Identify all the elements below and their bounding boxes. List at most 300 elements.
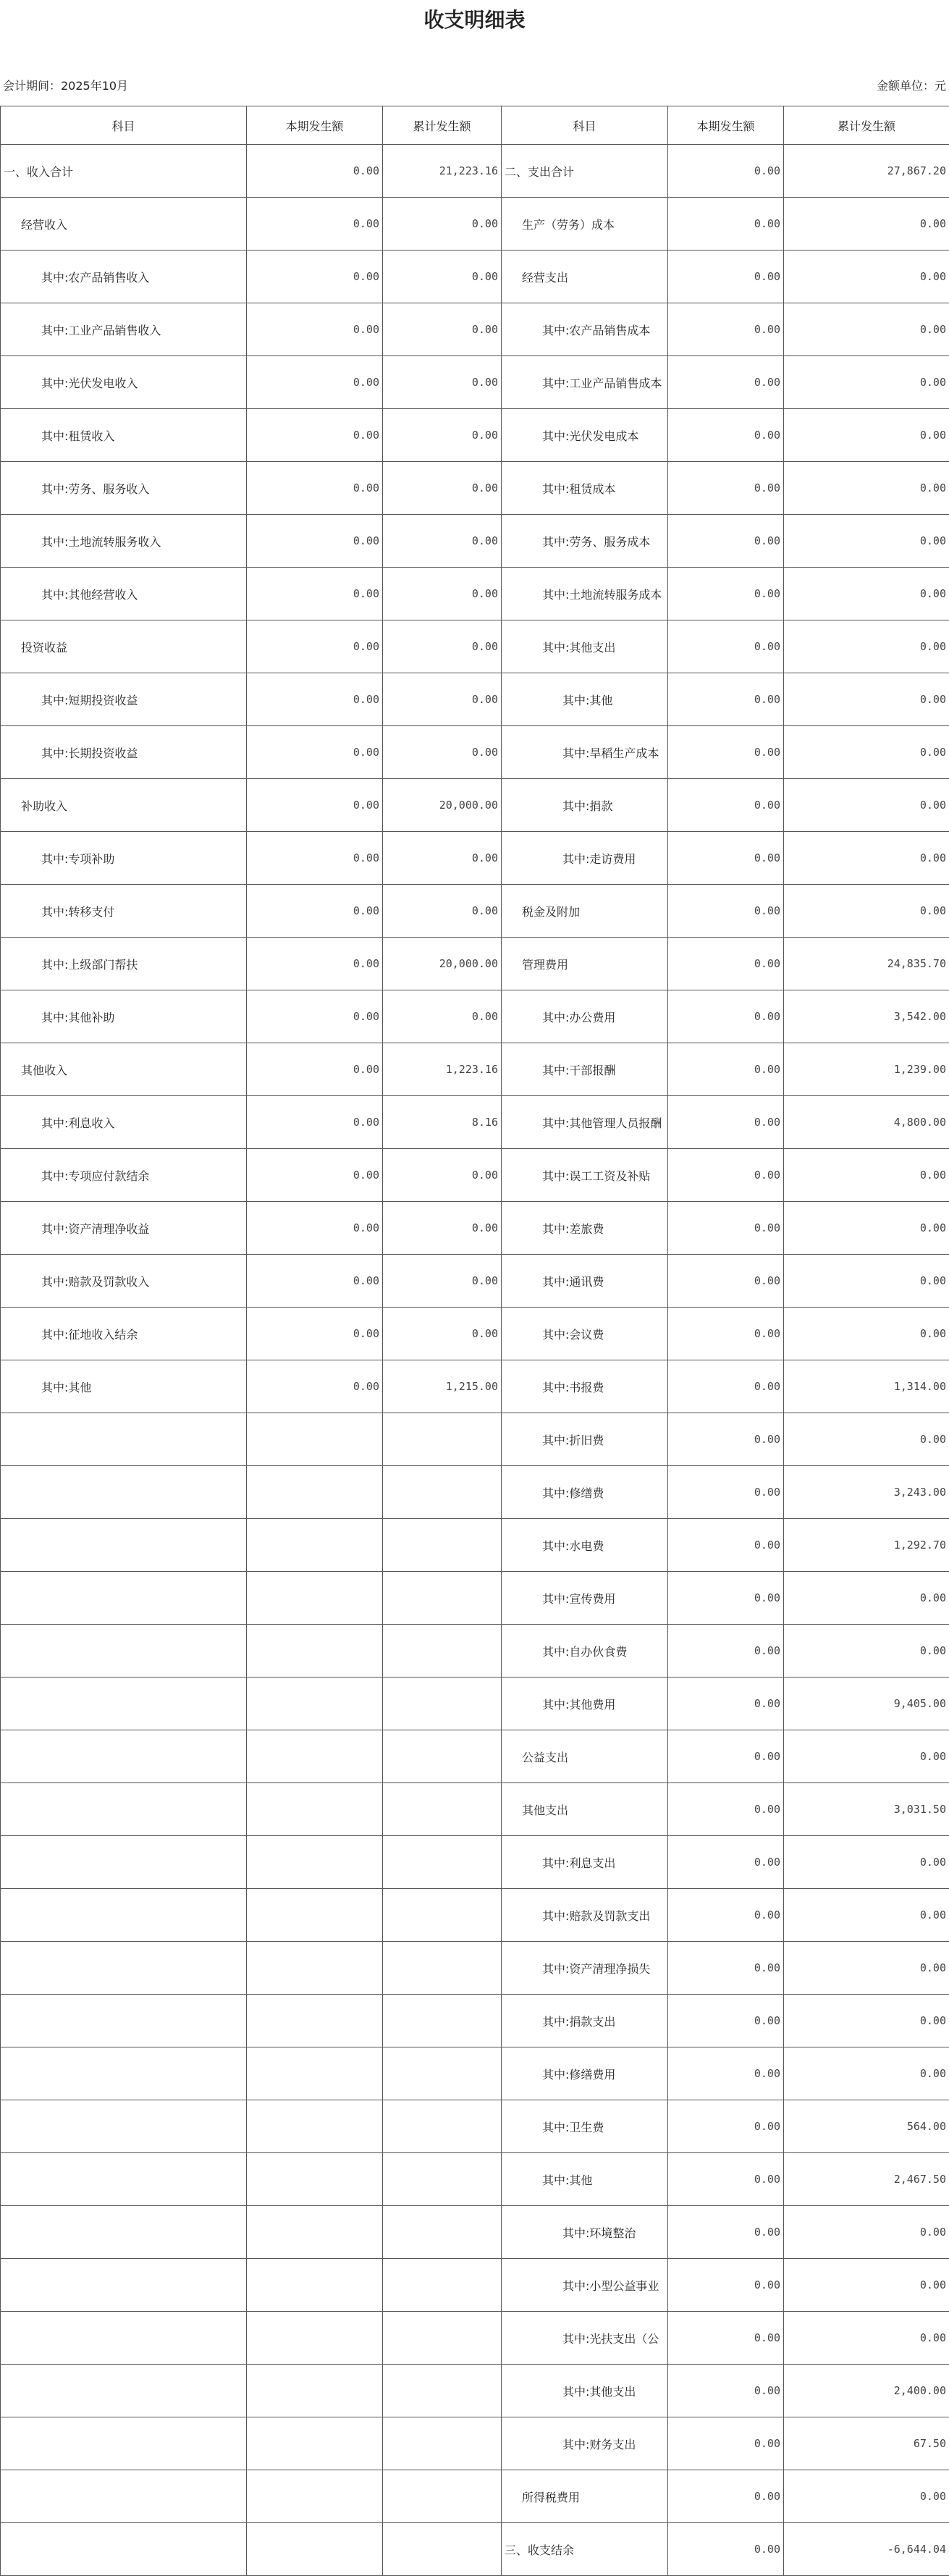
right-cumulative-cell: 3,031.50 xyxy=(784,1783,949,1836)
table-row xyxy=(1,1043,949,1096)
left-cumulative-cell: 8.16 xyxy=(383,1096,502,1149)
right-cumulative-cell: 0.00 xyxy=(784,1572,949,1625)
right-cumulative-cell: 67.50 xyxy=(784,2417,949,2470)
table-row xyxy=(1,1519,949,1572)
right-subject-cell: 其中:其他管理人员报酬 xyxy=(502,1096,668,1149)
left-cumulative-cell: 0.00 xyxy=(383,515,502,568)
table-row xyxy=(1,1995,949,2047)
table-row xyxy=(1,990,949,1043)
right-current-cell: 0.00 xyxy=(668,251,784,303)
left-empty-cell xyxy=(247,1625,383,1678)
left-cumulative-cell: 0.00 xyxy=(383,409,502,462)
table-row xyxy=(1,462,949,515)
table-row xyxy=(1,1942,949,1995)
left-empty-cell xyxy=(383,2206,502,2259)
left-current-cell: 0.00 xyxy=(247,356,383,409)
header-current-left: 本期发生额 xyxy=(247,106,383,145)
right-cumulative-cell: 0.00 xyxy=(784,1202,949,1255)
left-empty-cell xyxy=(1,2047,247,2100)
table-row xyxy=(1,1413,949,1466)
right-subject-cell: 其中:旱稻生产成本 xyxy=(502,726,668,779)
left-empty-cell xyxy=(247,1678,383,1730)
right-subject-cell: 二、支出合计 xyxy=(502,145,668,198)
left-cumulative-cell: 1,215.00 xyxy=(383,1360,502,1413)
table-row xyxy=(1,145,949,198)
left-empty-cell xyxy=(1,1783,247,1836)
right-current-cell: 0.00 xyxy=(668,2100,784,2153)
right-cumulative-cell: 0.00 xyxy=(784,726,949,779)
right-current-cell: 0.00 xyxy=(668,1783,784,1836)
left-cumulative-cell: 20,000.00 xyxy=(383,938,502,990)
left-empty-cell xyxy=(1,1995,247,2047)
right-current-cell: 0.00 xyxy=(668,779,784,832)
left-subject-cell: 其中:利息收入 xyxy=(1,1096,247,1149)
left-subject-cell: 其中:劳务、服务收入 xyxy=(1,462,247,515)
left-current-cell: 0.00 xyxy=(247,515,383,568)
right-current-cell: 0.00 xyxy=(668,1519,784,1572)
right-cumulative-cell: 564.00 xyxy=(784,2100,949,2153)
left-empty-cell xyxy=(1,2206,247,2259)
right-subject-cell: 其中:其他支出 xyxy=(502,620,668,673)
left-empty-cell xyxy=(1,1730,247,1783)
right-subject-cell: 其中:光伏发电成本 xyxy=(502,409,668,462)
right-subject-cell: 其中:其他费用 xyxy=(502,1678,668,1730)
left-subject-cell: 其中:光伏发电收入 xyxy=(1,356,247,409)
left-cumulative-cell: 0.00 xyxy=(383,251,502,303)
left-empty-cell xyxy=(247,2523,383,2576)
right-current-cell: 0.00 xyxy=(668,1572,784,1625)
left-empty-cell xyxy=(383,1836,502,1889)
right-current-cell: 0.00 xyxy=(668,198,784,251)
right-current-cell: 0.00 xyxy=(668,145,784,198)
right-subject-cell: 生产（劳务）成本 xyxy=(502,198,668,251)
left-current-cell: 0.00 xyxy=(247,726,383,779)
right-cumulative-cell: 0.00 xyxy=(784,409,949,462)
table-row xyxy=(1,303,949,356)
right-cumulative-cell: 0.00 xyxy=(784,2312,949,2365)
right-cumulative-cell: 0.00 xyxy=(784,2470,949,2523)
right-current-cell: 0.00 xyxy=(668,938,784,990)
left-subject-cell: 其中:租赁收入 xyxy=(1,409,247,462)
right-subject-cell: 其中:走访费用 xyxy=(502,832,668,885)
left-empty-cell xyxy=(1,2153,247,2206)
right-current-cell: 0.00 xyxy=(668,2523,784,2576)
right-cumulative-cell: 0.00 xyxy=(784,462,949,515)
right-subject-cell: 其中:其他支出 xyxy=(502,2365,668,2417)
left-cumulative-cell: 1,223.16 xyxy=(383,1043,502,1096)
left-cumulative-cell: 0.00 xyxy=(383,832,502,885)
left-empty-cell xyxy=(1,1572,247,1625)
table-row xyxy=(1,620,949,673)
right-subject-cell: 其中:捐款支出 xyxy=(502,1995,668,2047)
right-cumulative-cell: 0.00 xyxy=(784,1625,949,1678)
right-cumulative-cell: 2,467.50 xyxy=(784,2153,949,2206)
table-header-row xyxy=(1,106,949,145)
right-cumulative-cell: 0.00 xyxy=(784,673,949,726)
left-current-cell: 0.00 xyxy=(247,1255,383,1308)
right-subject-cell: 三、收支结余 xyxy=(502,2523,668,2576)
left-cumulative-cell: 0.00 xyxy=(383,620,502,673)
right-current-cell: 0.00 xyxy=(668,832,784,885)
table-row xyxy=(1,779,949,832)
right-subject-cell: 其中:办公费用 xyxy=(502,990,668,1043)
left-empty-cell xyxy=(383,1995,502,2047)
right-current-cell: 0.00 xyxy=(668,2312,784,2365)
right-subject-cell: 其中:其他 xyxy=(502,2153,668,2206)
right-cumulative-cell: 0.00 xyxy=(784,2047,949,2100)
left-empty-cell xyxy=(1,2259,247,2312)
right-subject-cell: 其中:利息支出 xyxy=(502,1836,668,1889)
right-subject-cell: 其中:资产清理净损失 xyxy=(502,1942,668,1995)
right-cumulative-cell: 0.00 xyxy=(784,832,949,885)
right-current-cell: 0.00 xyxy=(668,2365,784,2417)
right-subject-cell: 税金及附加 xyxy=(502,885,668,938)
header-cumulative-right: 累计发生额 xyxy=(784,106,949,145)
table-row xyxy=(1,2417,949,2470)
left-current-cell: 0.00 xyxy=(247,938,383,990)
right-cumulative-cell: 0.00 xyxy=(784,779,949,832)
table-row xyxy=(1,1730,949,1783)
right-current-cell: 0.00 xyxy=(668,2470,784,2523)
table-row xyxy=(1,1149,949,1202)
income-expense-table xyxy=(0,106,949,2576)
table-row xyxy=(1,568,949,620)
right-subject-cell: 其中:宣传费用 xyxy=(502,1572,668,1625)
table-row xyxy=(1,832,949,885)
left-cumulative-cell: 21,223.16 xyxy=(383,145,502,198)
left-empty-cell xyxy=(1,1413,247,1466)
table-row xyxy=(1,1836,949,1889)
left-empty-cell xyxy=(247,1836,383,1889)
right-cumulative-cell: 0.00 xyxy=(784,1730,949,1783)
left-current-cell: 0.00 xyxy=(247,779,383,832)
right-cumulative-cell: -6,644.04 xyxy=(784,2523,949,2576)
header-cumulative-left: 累计发生额 xyxy=(383,106,502,145)
right-current-cell: 0.00 xyxy=(668,620,784,673)
right-current-cell: 0.00 xyxy=(668,990,784,1043)
right-subject-cell: 其中:其他 xyxy=(502,673,668,726)
left-empty-cell xyxy=(247,2312,383,2365)
left-subject-cell: 经营收入 xyxy=(1,198,247,251)
table-row xyxy=(1,1202,949,1255)
right-current-cell: 0.00 xyxy=(668,409,784,462)
right-cumulative-cell: 0.00 xyxy=(784,515,949,568)
left-current-cell: 0.00 xyxy=(247,832,383,885)
table-row xyxy=(1,515,949,568)
right-cumulative-cell: 0.00 xyxy=(784,620,949,673)
right-current-cell: 0.00 xyxy=(668,1625,784,1678)
right-subject-cell: 其中:赔款及罚款支出 xyxy=(502,1889,668,1942)
left-empty-cell xyxy=(247,1730,383,1783)
right-subject-cell: 其中:会议费 xyxy=(502,1308,668,1360)
right-cumulative-cell: 0.00 xyxy=(784,1995,949,2047)
right-cumulative-cell: 0.00 xyxy=(784,1942,949,1995)
left-empty-cell xyxy=(383,1466,502,1519)
table-row xyxy=(1,2153,949,2206)
accounting-period: 会计期间：2025年10月 xyxy=(3,77,128,93)
left-empty-cell xyxy=(383,2417,502,2470)
left-subject-cell: 一、收入合计 xyxy=(1,145,247,198)
right-cumulative-cell: 4,800.00 xyxy=(784,1096,949,1149)
right-subject-cell: 其中:租赁成本 xyxy=(502,462,668,515)
left-subject-cell: 其中:上级部门帮扶 xyxy=(1,938,247,990)
table-row xyxy=(1,1678,949,1730)
table-row xyxy=(1,2100,949,2153)
header-subject-left: 科目 xyxy=(1,106,247,145)
right-cumulative-cell: 1,314.00 xyxy=(784,1360,949,1413)
left-empty-cell xyxy=(1,1836,247,1889)
right-current-cell: 0.00 xyxy=(668,1995,784,2047)
table-row xyxy=(1,198,949,251)
right-current-cell: 0.00 xyxy=(668,1255,784,1308)
left-subject-cell: 其他收入 xyxy=(1,1043,247,1096)
right-current-cell: 0.00 xyxy=(668,1149,784,1202)
left-cumulative-cell: 0.00 xyxy=(383,990,502,1043)
left-current-cell: 0.00 xyxy=(247,1149,383,1202)
right-subject-cell: 其中:干部报酬 xyxy=(502,1043,668,1096)
table-row xyxy=(1,673,949,726)
right-cumulative-cell: 0.00 xyxy=(784,1836,949,1889)
left-current-cell: 0.00 xyxy=(247,145,383,198)
left-subject-cell: 其中:工业产品销售收入 xyxy=(1,303,247,356)
left-subject-cell: 其中:其他 xyxy=(1,1360,247,1413)
left-empty-cell xyxy=(1,2417,247,2470)
right-current-cell: 0.00 xyxy=(668,885,784,938)
left-empty-cell xyxy=(247,1942,383,1995)
table-row xyxy=(1,2365,949,2417)
right-subject-cell: 经营支出 xyxy=(502,251,668,303)
right-current-cell: 0.00 xyxy=(668,673,784,726)
right-subject-cell: 其中:农产品销售成本 xyxy=(502,303,668,356)
right-current-cell: 0.00 xyxy=(668,1202,784,1255)
right-subject-cell: 管理费用 xyxy=(502,938,668,990)
left-subject-cell: 其中:其他经营收入 xyxy=(1,568,247,620)
right-cumulative-cell: 0.00 xyxy=(784,885,949,938)
left-subject-cell: 其中:土地流转服务收入 xyxy=(1,515,247,568)
right-cumulative-cell: 0.00 xyxy=(784,2259,949,2312)
left-cumulative-cell: 0.00 xyxy=(383,303,502,356)
left-empty-cell xyxy=(1,2523,247,2576)
left-empty-cell xyxy=(1,1625,247,1678)
right-cumulative-cell: 1,292.70 xyxy=(784,1519,949,1572)
left-empty-cell xyxy=(247,2259,383,2312)
right-subject-cell: 其中:劳务、服务成本 xyxy=(502,515,668,568)
right-subject-cell: 其中:捐款 xyxy=(502,779,668,832)
left-current-cell: 0.00 xyxy=(247,1308,383,1360)
right-subject-cell: 其中:自办伙食费 xyxy=(502,1625,668,1678)
left-current-cell: 0.00 xyxy=(247,1096,383,1149)
right-subject-cell: 所得税费用 xyxy=(502,2470,668,2523)
left-empty-cell xyxy=(1,2100,247,2153)
left-current-cell: 0.00 xyxy=(247,620,383,673)
right-cumulative-cell: 27,867.20 xyxy=(784,145,949,198)
right-cumulative-cell: 1,239.00 xyxy=(784,1043,949,1096)
right-current-cell: 0.00 xyxy=(668,1308,784,1360)
right-subject-cell: 其中:修缮费用 xyxy=(502,2047,668,2100)
right-subject-cell: 其中:光扶支出（公 xyxy=(502,2312,668,2365)
left-empty-cell xyxy=(247,1572,383,1625)
left-empty-cell xyxy=(247,1783,383,1836)
right-current-cell: 0.00 xyxy=(668,1730,784,1783)
left-empty-cell xyxy=(1,1889,247,1942)
table-row xyxy=(1,1360,949,1413)
right-current-cell: 0.00 xyxy=(668,2417,784,2470)
left-empty-cell xyxy=(383,2047,502,2100)
left-cumulative-cell: 0.00 xyxy=(383,356,502,409)
left-cumulative-cell: 0.00 xyxy=(383,198,502,251)
left-empty-cell xyxy=(383,1519,502,1572)
left-empty-cell xyxy=(383,2523,502,2576)
right-cumulative-cell: 0.00 xyxy=(784,1308,949,1360)
left-subject-cell: 其中:其他补助 xyxy=(1,990,247,1043)
right-subject-cell: 其中:通讯费 xyxy=(502,1255,668,1308)
left-empty-cell xyxy=(383,1625,502,1678)
right-cumulative-cell: 0.00 xyxy=(784,1149,949,1202)
right-cumulative-cell: 0.00 xyxy=(784,2206,949,2259)
left-cumulative-cell: 0.00 xyxy=(383,726,502,779)
right-current-cell: 0.00 xyxy=(668,2153,784,2206)
left-empty-cell xyxy=(383,1678,502,1730)
left-empty-cell xyxy=(1,1519,247,1572)
left-empty-cell xyxy=(247,1995,383,2047)
left-subject-cell: 其中:短期投资收益 xyxy=(1,673,247,726)
table-row xyxy=(1,1255,949,1308)
right-cumulative-cell: 0.00 xyxy=(784,1413,949,1466)
left-current-cell: 0.00 xyxy=(247,990,383,1043)
left-current-cell: 0.00 xyxy=(247,1360,383,1413)
left-subject-cell: 其中:转移支付 xyxy=(1,885,247,938)
left-empty-cell xyxy=(383,2259,502,2312)
right-current-cell: 0.00 xyxy=(668,303,784,356)
left-empty-cell xyxy=(247,2470,383,2523)
left-subject-cell: 其中:农产品销售收入 xyxy=(1,251,247,303)
right-cumulative-cell: 0.00 xyxy=(784,568,949,620)
left-empty-cell xyxy=(383,1730,502,1783)
right-subject-cell: 其中:工业产品销售成本 xyxy=(502,356,668,409)
right-cumulative-cell: 0.00 xyxy=(784,356,949,409)
left-empty-cell xyxy=(247,1466,383,1519)
right-cumulative-cell: 2,400.00 xyxy=(784,2365,949,2417)
right-cumulative-cell: 0.00 xyxy=(784,198,949,251)
table-row xyxy=(1,1783,949,1836)
right-subject-cell: 其中:误工工资及补贴 xyxy=(502,1149,668,1202)
left-subject-cell: 其中:专项补助 xyxy=(1,832,247,885)
table-row xyxy=(1,1889,949,1942)
left-empty-cell xyxy=(383,1889,502,1942)
left-cumulative-cell: 0.00 xyxy=(383,1255,502,1308)
right-subject-cell: 其中:卫生费 xyxy=(502,2100,668,2153)
left-empty-cell xyxy=(247,2100,383,2153)
right-current-cell: 0.00 xyxy=(668,568,784,620)
right-current-cell: 0.00 xyxy=(668,1889,784,1942)
header-current-right: 本期发生额 xyxy=(668,106,784,145)
left-subject-cell: 补助收入 xyxy=(1,779,247,832)
table-body xyxy=(1,145,949,2576)
left-empty-cell xyxy=(1,1942,247,1995)
table-row xyxy=(1,251,949,303)
left-empty-cell xyxy=(247,1413,383,1466)
left-empty-cell xyxy=(383,2365,502,2417)
right-current-cell: 0.00 xyxy=(668,1096,784,1149)
right-current-cell: 0.00 xyxy=(668,1466,784,1519)
right-current-cell: 0.00 xyxy=(668,1678,784,1730)
left-empty-cell xyxy=(383,2470,502,2523)
left-cumulative-cell: 20,000.00 xyxy=(383,779,502,832)
left-cumulative-cell: 0.00 xyxy=(383,885,502,938)
table-row xyxy=(1,726,949,779)
right-subject-cell: 其中:土地流转服务成本 xyxy=(502,568,668,620)
left-subject-cell: 投资收益 xyxy=(1,620,247,673)
left-empty-cell xyxy=(383,2312,502,2365)
page-title: 收支明细表 xyxy=(0,0,949,41)
table-row xyxy=(1,2259,949,2312)
right-cumulative-cell: 9,405.00 xyxy=(784,1678,949,1730)
left-cumulative-cell: 0.00 xyxy=(383,673,502,726)
left-subject-cell: 其中:赔款及罚款收入 xyxy=(1,1255,247,1308)
left-current-cell: 0.00 xyxy=(247,568,383,620)
left-current-cell: 0.00 xyxy=(247,1202,383,1255)
left-empty-cell xyxy=(247,1519,383,1572)
left-current-cell: 0.00 xyxy=(247,303,383,356)
left-empty-cell xyxy=(247,2047,383,2100)
right-subject-cell: 其中:财务支出 xyxy=(502,2417,668,2470)
right-cumulative-cell: 0.00 xyxy=(784,1255,949,1308)
table-row xyxy=(1,1096,949,1149)
left-empty-cell xyxy=(383,2153,502,2206)
left-empty-cell xyxy=(247,2206,383,2259)
left-empty-cell xyxy=(247,2417,383,2470)
left-empty-cell xyxy=(247,1889,383,1942)
left-empty-cell xyxy=(383,2100,502,2153)
right-subject-cell: 其中:修缮费 xyxy=(502,1466,668,1519)
right-current-cell: 0.00 xyxy=(668,1836,784,1889)
left-current-cell: 0.00 xyxy=(247,251,383,303)
currency-unit: 金额单位：元 xyxy=(877,77,946,93)
left-cumulative-cell: 0.00 xyxy=(383,462,502,515)
header-subject-right: 科目 xyxy=(502,106,668,145)
table-row xyxy=(1,2312,949,2365)
left-empty-cell xyxy=(1,2312,247,2365)
right-current-cell: 0.00 xyxy=(668,356,784,409)
right-current-cell: 0.00 xyxy=(668,1360,784,1413)
right-cumulative-cell: 3,542.00 xyxy=(784,990,949,1043)
table-row xyxy=(1,356,949,409)
left-empty-cell xyxy=(383,1942,502,1995)
left-subject-cell: 其中:专项应付款结余 xyxy=(1,1149,247,1202)
right-subject-cell: 其他支出 xyxy=(502,1783,668,1836)
table-row xyxy=(1,1625,949,1678)
left-current-cell: 0.00 xyxy=(247,673,383,726)
right-current-cell: 0.00 xyxy=(668,462,784,515)
table-row xyxy=(1,2470,949,2523)
right-subject-cell: 公益支出 xyxy=(502,1730,668,1783)
right-subject-cell: 其中:差旅费 xyxy=(502,1202,668,1255)
left-empty-cell xyxy=(383,1413,502,1466)
right-subject-cell: 其中:书报费 xyxy=(502,1360,668,1413)
left-current-cell: 0.00 xyxy=(247,1043,383,1096)
right-subject-cell: 其中:水电费 xyxy=(502,1519,668,1572)
left-empty-cell xyxy=(1,2365,247,2417)
left-cumulative-cell: 0.00 xyxy=(383,1149,502,1202)
right-current-cell: 0.00 xyxy=(668,2206,784,2259)
table-row xyxy=(1,409,949,462)
left-subject-cell: 其中:征地收入结余 xyxy=(1,1308,247,1360)
table-row xyxy=(1,938,949,990)
right-current-cell: 0.00 xyxy=(668,2047,784,2100)
left-cumulative-cell: 0.00 xyxy=(383,1202,502,1255)
right-current-cell: 0.00 xyxy=(668,2259,784,2312)
right-current-cell: 0.00 xyxy=(668,515,784,568)
